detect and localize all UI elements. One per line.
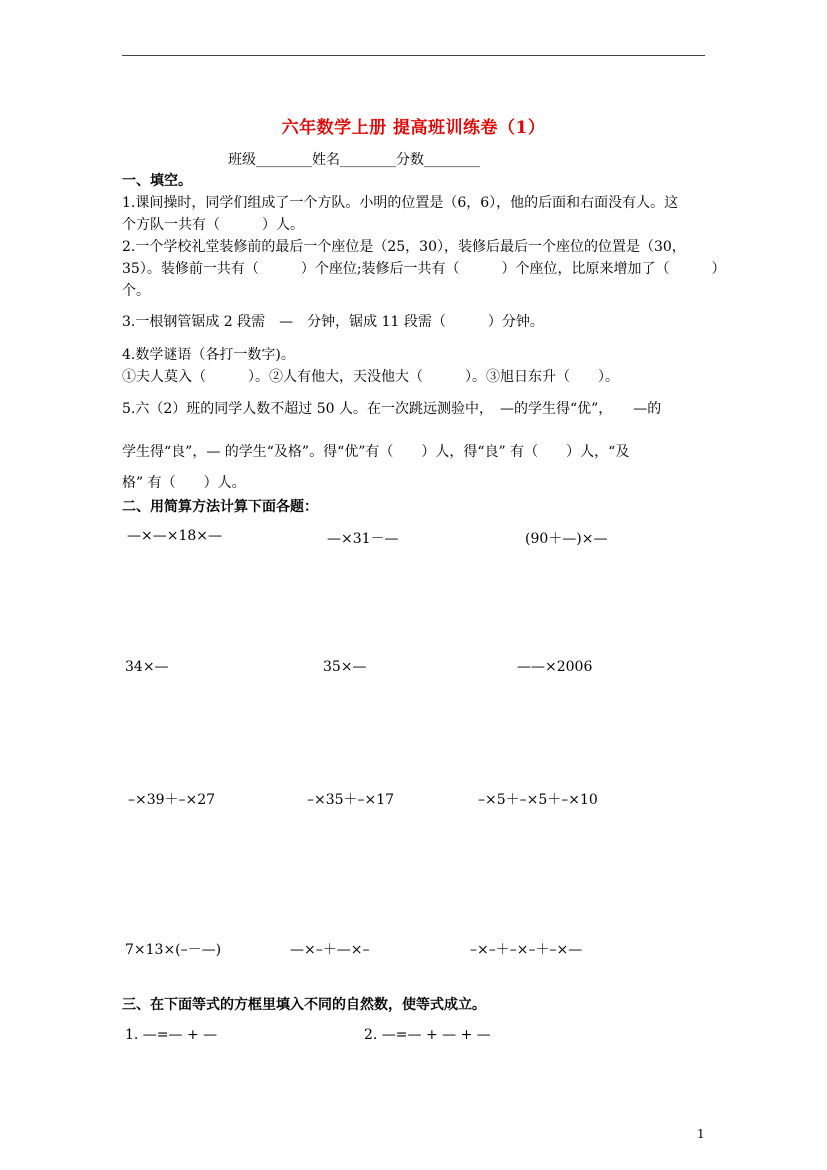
equation-item: 1. —=— + — (125, 1027, 218, 1043)
calc-expression: 35×— (323, 659, 367, 675)
calc-expression: 34×— (125, 659, 169, 675)
equation-item: 2. —=— + — + — (364, 1027, 491, 1043)
calc-expression: –×5＋–×5＋–×10 (478, 792, 598, 808)
calc-expression: —×—×18×— (127, 528, 223, 544)
q1-line-1: 1.课间操时，同学们组成了一个方队。小明的位置是（6，6），他的后面和右面没有人。这 (122, 195, 679, 211)
q2-line-3: 个。 (122, 283, 150, 299)
q4-line-1: 4.数学谜语（各打一数字)。 (122, 347, 295, 363)
section-3-heading: 三、在下面等式的方框里填入不同的自然数，使等式成立。 (122, 997, 486, 1013)
calc-expression: –×35＋–×17 (307, 792, 395, 808)
q2-line-1: 2.一个学校礼堂装修前的最后一个座位是（25，30），装修后最后一个座位的位置是（30， (122, 239, 686, 255)
calc-expression: –×–＋–×–＋–×— (470, 942, 583, 958)
q5-line-2: 学生得“良”，— 的学生“及格”。得“优”有（ ）人，得“良” 有（ ）人，“及 (122, 444, 630, 460)
calc-expression: (90＋—)×— (525, 531, 608, 547)
header-rule (122, 55, 705, 56)
q1-line-2: 个方队一共有（ ）人。 (122, 217, 304, 233)
page-title: 六年数学上册 提高班训练卷（1） (281, 118, 546, 138)
calc-expression: 7×13×(–－—) (125, 942, 222, 958)
section-1-heading: 一、填空。 (122, 173, 192, 189)
calc-expression: —×31－— (327, 531, 399, 547)
section-2-heading: 二、用简算方法计算下面各题： (122, 499, 318, 515)
calc-expression: –×39＋–×27 (128, 792, 216, 808)
student-info-line: 班级________姓名________分数________ (228, 152, 480, 168)
q2-line-2: 35）。装修前一共有（ ）个座位;装修后一共有（ ）个座位，比原来增加了（ ） (122, 261, 726, 277)
q5-line-1: 5.六（2）班的同学人数不超过 50 人。在一次跳远测验中， —的学生得“优”， —的 (122, 401, 662, 417)
q5-line-3: 格” 有（ ）人。 (122, 475, 246, 491)
calc-expression: —×–＋—×– (290, 942, 370, 958)
page-number: 1 (697, 1127, 705, 1141)
q4-line-2: ①夫人莫入（ ）。②人有他大，天没他大（ ）。③旭日东升（ ）。 (122, 369, 619, 385)
calc-expression: ——×2006 (517, 659, 593, 675)
q3-line: 3.一根钢管锯成 2 段需 — 分钟，锯成 11 段需（ ）分钟。 (122, 314, 544, 330)
